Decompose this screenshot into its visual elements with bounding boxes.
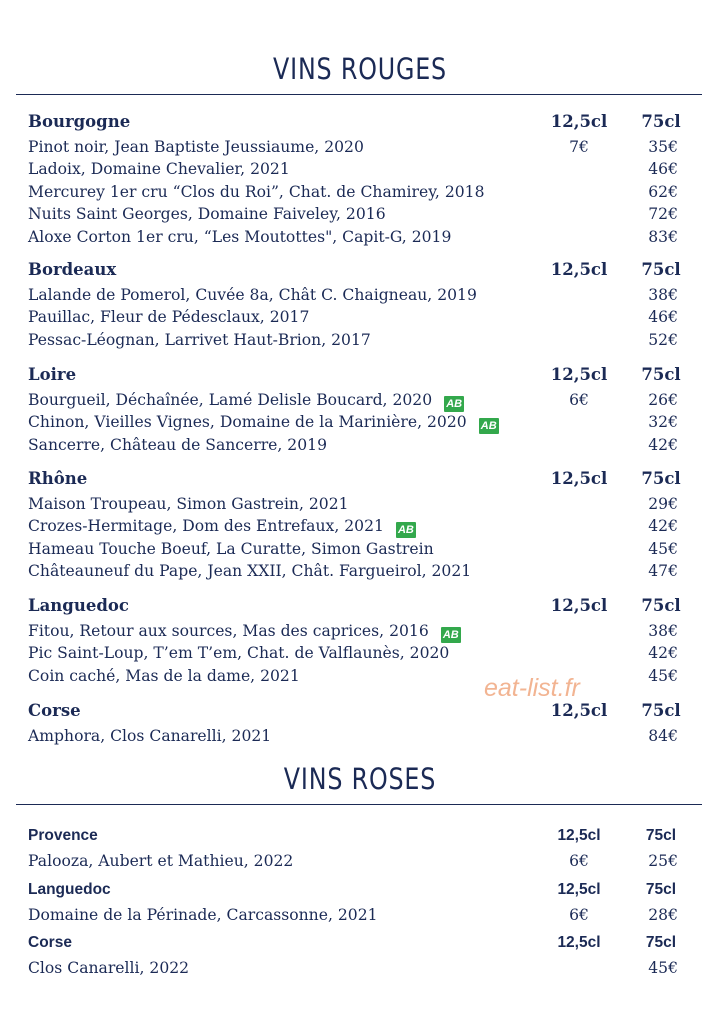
bottle-column-header: 75cl bbox=[641, 365, 681, 384]
wine-section bbox=[0, 360, 720, 456]
wine-row bbox=[0, 493, 720, 515]
wine-name: Nuits Saint Georges, Domaine Faiveley, 2016 bbox=[28, 205, 386, 224]
wine-row bbox=[0, 957, 720, 979]
vins-roses-divider bbox=[16, 804, 702, 805]
wine-name: Domaine de la Périnade, Carcassonne, 2021 bbox=[28, 906, 378, 924]
wine-name-cell bbox=[28, 904, 378, 926]
wine-name-cell bbox=[28, 725, 271, 747]
wine-name: Châteauneuf du Pape, Jean XXII, Chât. Fargueirol, 2021 bbox=[28, 562, 472, 581]
wine-row bbox=[0, 850, 720, 872]
bottle-price: 38€ bbox=[648, 622, 678, 640]
bottle-price: 47€ bbox=[648, 562, 678, 581]
bottle-price: 83€ bbox=[648, 227, 678, 246]
wine-row bbox=[0, 181, 720, 203]
bottle-price: 28€ bbox=[648, 906, 678, 924]
wine-name-cell bbox=[28, 434, 327, 456]
glass-price: 6€ bbox=[569, 906, 589, 924]
wine-name: Amphora, Clos Canarelli, 2021 bbox=[28, 727, 272, 745]
glass-column-header: 12,5cl bbox=[557, 934, 601, 951]
glass-column-header: 12,5cl bbox=[557, 827, 601, 844]
wine-name-cell bbox=[28, 642, 449, 664]
wine-row bbox=[0, 329, 720, 351]
bottle-price: 84€ bbox=[648, 727, 678, 745]
glass-column-header: 12,5cl bbox=[550, 365, 608, 384]
watermark: eat-list.fr bbox=[484, 674, 580, 702]
wine-name-cell bbox=[28, 226, 451, 248]
bottle-price: 38€ bbox=[648, 286, 678, 304]
section-header bbox=[0, 696, 720, 725]
bottle-price: 32€ bbox=[648, 413, 678, 432]
glass-column-header: 12,5cl bbox=[550, 701, 608, 720]
section-title: Corse bbox=[28, 934, 72, 951]
wine-name-cell bbox=[28, 284, 477, 306]
bottle-price: 45€ bbox=[648, 959, 678, 977]
wine-row bbox=[0, 560, 720, 582]
wine-row bbox=[0, 642, 720, 664]
wine-name-cell bbox=[28, 411, 499, 434]
wine-row bbox=[0, 411, 720, 433]
wine-name: Hameau Touche Boeuf, La Curatte, Simon Gastrein bbox=[28, 539, 434, 558]
section-title: Provence bbox=[28, 827, 98, 844]
section-header bbox=[0, 591, 720, 620]
glass-column-header: 12,5cl bbox=[550, 469, 608, 488]
wine-name: Mercurey 1er cru “Clos du Roi”, Chat. de Chamirey, 2018 bbox=[28, 182, 485, 201]
wine-row bbox=[0, 434, 720, 456]
wine-name: Pic Saint-Loup, T’em T’em, Chat. de Valflaunès, 2020 bbox=[28, 644, 450, 663]
bottle-price: 46€ bbox=[648, 160, 678, 179]
wine-row bbox=[0, 620, 720, 642]
section-title: Corse bbox=[28, 701, 81, 720]
bottle-price: 72€ bbox=[648, 205, 678, 224]
section-header bbox=[0, 875, 720, 904]
wine-name-cell bbox=[28, 136, 364, 158]
wine-row bbox=[0, 515, 720, 537]
bottle-price: 25€ bbox=[648, 852, 678, 870]
wine-name-cell bbox=[28, 957, 189, 979]
section-header bbox=[0, 821, 720, 850]
wine-name-cell bbox=[28, 181, 485, 203]
bottle-column-header: 75cl bbox=[645, 934, 677, 951]
bottle-column-header: 75cl bbox=[641, 596, 681, 615]
vins-rouges-title: VINS ROUGES bbox=[273, 52, 447, 86]
glass-price: 7€ bbox=[569, 138, 589, 156]
bottle-price: 42€ bbox=[648, 435, 678, 454]
wine-name-cell bbox=[28, 389, 464, 412]
glass-price: 6€ bbox=[569, 852, 589, 870]
wine-name: Crozes-Hermitage, Dom des Entrefaux, 2021 bbox=[28, 517, 384, 536]
wine-name: Sancerre, Château de Sancerre, 2019 bbox=[28, 435, 327, 454]
wine-section bbox=[0, 255, 720, 351]
wine-name: Pauillac, Fleur de Pédesclaux, 2017 bbox=[28, 308, 310, 327]
wine-row bbox=[0, 284, 720, 306]
wine-section bbox=[0, 875, 720, 926]
wine-name: Palooza, Aubert et Mathieu, 2022 bbox=[28, 852, 294, 870]
bottle-price: 45€ bbox=[648, 666, 678, 685]
wine-row bbox=[0, 389, 720, 411]
wine-name: Pinot noir, Jean Baptiste Jeussiaume, 2020 bbox=[28, 138, 364, 156]
section-title: Bordeaux bbox=[28, 260, 117, 279]
wine-name: Clos Canarelli, 2022 bbox=[28, 959, 190, 977]
wine-name: Bourgueil, Déchaînée, Lamé Delisle Boucard, 2020 bbox=[28, 391, 433, 409]
section-title: Rhône bbox=[28, 469, 88, 488]
wine-row bbox=[0, 538, 720, 560]
wine-row bbox=[0, 226, 720, 248]
wine-name: Lalande de Pomerol, Cuvée 8a, Chât C. Chaigneau, 2019 bbox=[28, 286, 477, 304]
wine-row bbox=[0, 306, 720, 328]
bottle-column-header: 75cl bbox=[641, 112, 681, 131]
section-title: Languedoc bbox=[28, 596, 129, 615]
bottle-price: 26€ bbox=[648, 391, 678, 409]
wine-name: Maison Troupeau, Simon Gastrein, 2021 bbox=[28, 495, 349, 513]
wine-name-cell bbox=[28, 158, 290, 180]
organic-ab-icon: AB bbox=[396, 522, 416, 538]
wine-name-cell bbox=[28, 665, 300, 687]
glass-column-header: 12,5cl bbox=[557, 881, 601, 898]
wine-section bbox=[0, 928, 720, 979]
wine-section bbox=[0, 107, 720, 248]
wine-name: Ladoix, Domaine Chevalier, 2021 bbox=[28, 160, 290, 179]
section-header bbox=[0, 464, 720, 493]
bottle-price: 42€ bbox=[648, 517, 678, 536]
wine-name: Chinon, Vieilles Vignes, Domaine de la Marinière, 2020 bbox=[28, 413, 467, 432]
glass-price: 6€ bbox=[569, 391, 589, 409]
wine-row bbox=[0, 725, 720, 747]
section-header bbox=[0, 255, 720, 284]
wine-name-cell bbox=[28, 620, 461, 643]
wine-name-cell bbox=[28, 850, 293, 872]
wine-name: Fitou, Retour aux sources, Mas des caprices, 2016 bbox=[28, 622, 429, 640]
vins-roses-title: VINS ROSES bbox=[283, 762, 437, 796]
bottle-column-header: 75cl bbox=[645, 881, 677, 898]
organic-ab-icon: AB bbox=[441, 627, 461, 643]
wine-name-cell bbox=[28, 560, 471, 582]
wine-name-cell bbox=[28, 203, 386, 225]
bottle-column-header: 75cl bbox=[641, 260, 681, 279]
wine-name: Pessac-Léognan, Larrivet Haut-Brion, 2017 bbox=[28, 330, 371, 349]
bottle-price: 29€ bbox=[648, 495, 678, 513]
vins-rouges-divider bbox=[16, 94, 702, 95]
organic-ab-icon: AB bbox=[479, 418, 499, 434]
bottle-column-header: 75cl bbox=[645, 827, 677, 844]
bottle-price: 35€ bbox=[648, 138, 678, 156]
bottle-column-header: 75cl bbox=[641, 701, 681, 720]
bottle-price: 46€ bbox=[648, 308, 678, 327]
glass-column-header: 12,5cl bbox=[550, 596, 608, 615]
wine-row bbox=[0, 136, 720, 158]
section-title: Languedoc bbox=[28, 881, 111, 898]
organic-ab-icon: AB bbox=[444, 396, 464, 412]
wine-name-cell bbox=[28, 538, 434, 560]
wine-section bbox=[0, 821, 720, 872]
wine-row bbox=[0, 158, 720, 180]
glass-column-header: 12,5cl bbox=[550, 260, 608, 279]
glass-column-header: 12,5cl bbox=[550, 112, 608, 131]
wine-name-cell bbox=[28, 329, 371, 351]
bottle-price: 42€ bbox=[648, 644, 678, 663]
bottle-column-header: 75cl bbox=[641, 469, 681, 488]
wine-section bbox=[0, 464, 720, 583]
section-title: Loire bbox=[28, 365, 77, 384]
bottle-price: 52€ bbox=[648, 330, 678, 349]
wine-row bbox=[0, 203, 720, 225]
bottle-price: 62€ bbox=[648, 182, 678, 201]
wine-name: Coin caché, Mas de la dame, 2021 bbox=[28, 666, 300, 685]
bottle-price: 45€ bbox=[648, 539, 678, 558]
wine-name: Aloxe Corton 1er cru, “Les Moutottes", Capit-G, 2019 bbox=[28, 227, 452, 246]
section-title: Bourgogne bbox=[28, 112, 131, 131]
section-header bbox=[0, 107, 720, 136]
wine-row bbox=[0, 904, 720, 926]
wine-name-cell bbox=[28, 493, 349, 515]
section-header bbox=[0, 360, 720, 389]
wine-name-cell bbox=[28, 306, 309, 328]
wine-section bbox=[0, 696, 720, 747]
section-header bbox=[0, 928, 720, 957]
wine-name-cell bbox=[28, 515, 416, 538]
wine-row bbox=[0, 665, 720, 687]
wine-section bbox=[0, 591, 720, 687]
